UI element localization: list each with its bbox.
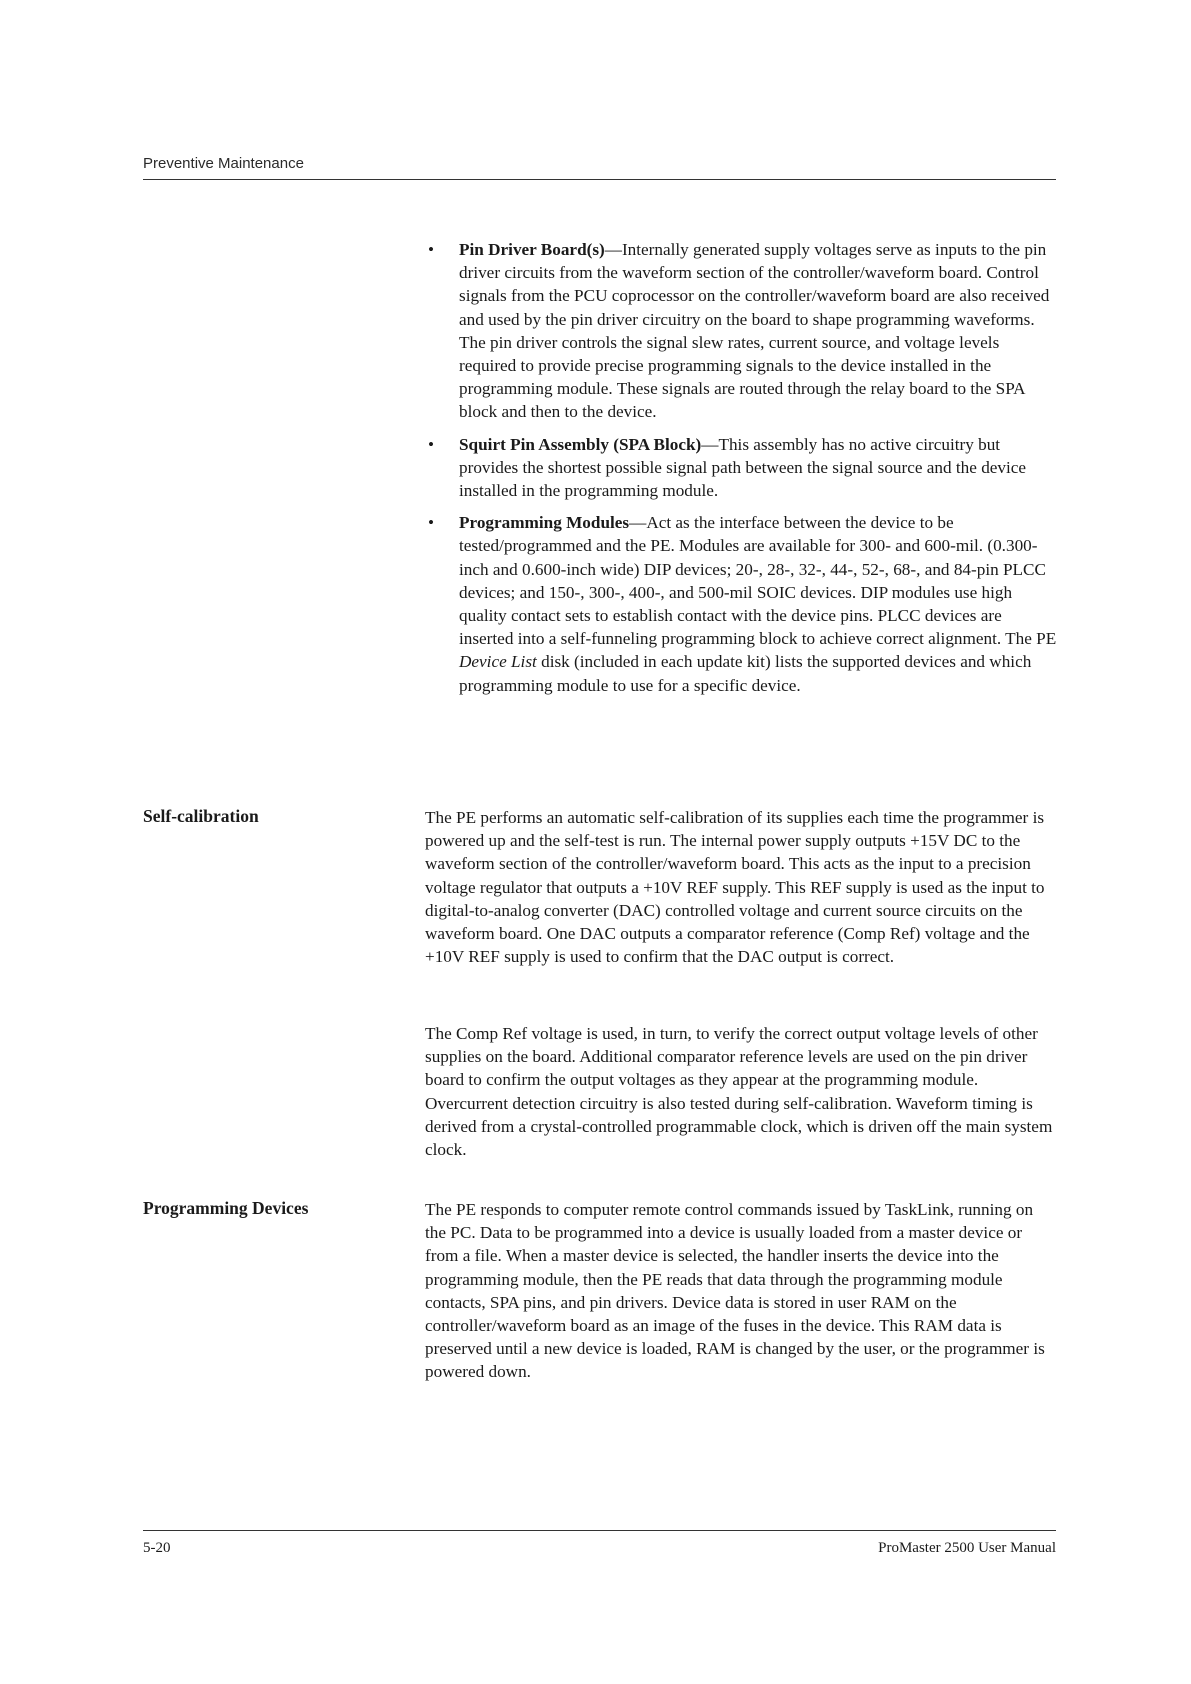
bullet-icon: •	[428, 434, 435, 454]
bullet-text: —Internally generated supply voltages serve as inputs to the pin driver circuits from the waveform section of the controller/waveform board. Control signals from the PCU coprocessor on the controller/waveform board are also received and used by the pin driver circuitry on the board to shape programming waveforms. The pin driver controls the signal slew rates, current source, and voltage levels required to provide precise programming signals to the device installed in the programming module. These signals are routed through the relay board to the SPA block and then to the device.	[459, 240, 1050, 422]
section-label-self-calibration: Self-calibration	[143, 806, 259, 826]
bullet-text-cont: disk (included in each update kit) lists the supported devices and which programming module to use for a specific device.	[459, 652, 1032, 695]
bullet-icon: •	[428, 240, 435, 259]
bullet-icon: •	[428, 513, 435, 533]
bullet-squirt-pin-assembly	[425, 433, 1057, 503]
section-label-programming-devices: Programming Devices	[143, 1198, 309, 1218]
manual-title: ProMaster 2500 User Manual	[878, 1540, 1056, 1556]
programming-devices-paragraph: The PE responds to computer remote control commands issued by TaskLink, running on the PC. Data to be programmed into a device is usually loaded from a master device or from a file. When a master device is selected, the handler inserts the device into the programming module, then the PE reads that data through the programming module contacts, SPA pins, and pin drivers. Device data is stored in user RAM on the controller/waveform board as an image of the fuses in the device. This RAM data is preserved until a new device is loaded, RAM is changed by the user, or the programmer is powered down.	[425, 1200, 1045, 1382]
page-number: 5-20	[143, 1540, 171, 1556]
footer-rule	[143, 1530, 1056, 1531]
header-rule	[143, 179, 1056, 180]
component-bullet-list	[425, 238, 1057, 706]
bullet-programming-modules	[425, 511, 1057, 697]
bullet-term: Programming Modules	[459, 513, 630, 533]
running-header: Preventive Maintenance	[143, 155, 304, 172]
device-list-title: Device List	[459, 652, 537, 672]
self-calibration-paragraph-1: The PE performs an automatic self-calibration of its supplies each time the programmer is powered up and the self-test is run. The internal power supply outputs +15V DC to the waveform section of the controller/waveform board. This acts as the input to a precision voltage regulator that outputs a +10V REF supply. This REF supply is used as the input to digital-to-analog converter (DAC) controlled voltage and current source circuits on the waveform board. One DAC outputs a comparator reference (Comp Ref) voltage and the +10V REF supply is used to confirm that the DAC output is correct.	[425, 808, 1045, 967]
bullet-text: —Act as the interface between the device to be tested/programmed and the PE. Modules are available for 300- and 600-mil. (0.300-inch and 0.600-inch wide) DIP devices; 20-, 28-, 32-, 44-, 52-, 68-, and 84-pin PLCC devices; and 150-, 300-, 400-, and 500-mil SOIC devices. DIP modules use high quality contact sets to establish contact with the device pins. PLCC devices are inserted into a self-funneling programming block to achieve correct alignment. The PE	[459, 513, 1057, 649]
bullet-text: —This assembly has no active circuitry but provides the shortest possible signal path between the signal source and the device installed in the programming module.	[459, 434, 1027, 501]
bullet-term: Squirt Pin Assembly (SPA Block)	[459, 434, 702, 454]
self-calibration-paragraph-2: The Comp Ref voltage is used, in turn, to verify the correct output voltage levels of other supplies on the board. Additional comparator reference levels are used on the pin driver board to confirm the output voltages as they appear at the programming module. Overcurrent detection circuitry is also tested during self-calibration. Waveform timing is derived from a crystal-controlled programmable clock, which is driven off the main system clock.	[425, 1024, 1053, 1160]
bullet-pin-driver-boards	[425, 238, 1057, 424]
bullet-term: Pin Driver Board(s)	[459, 240, 605, 259]
